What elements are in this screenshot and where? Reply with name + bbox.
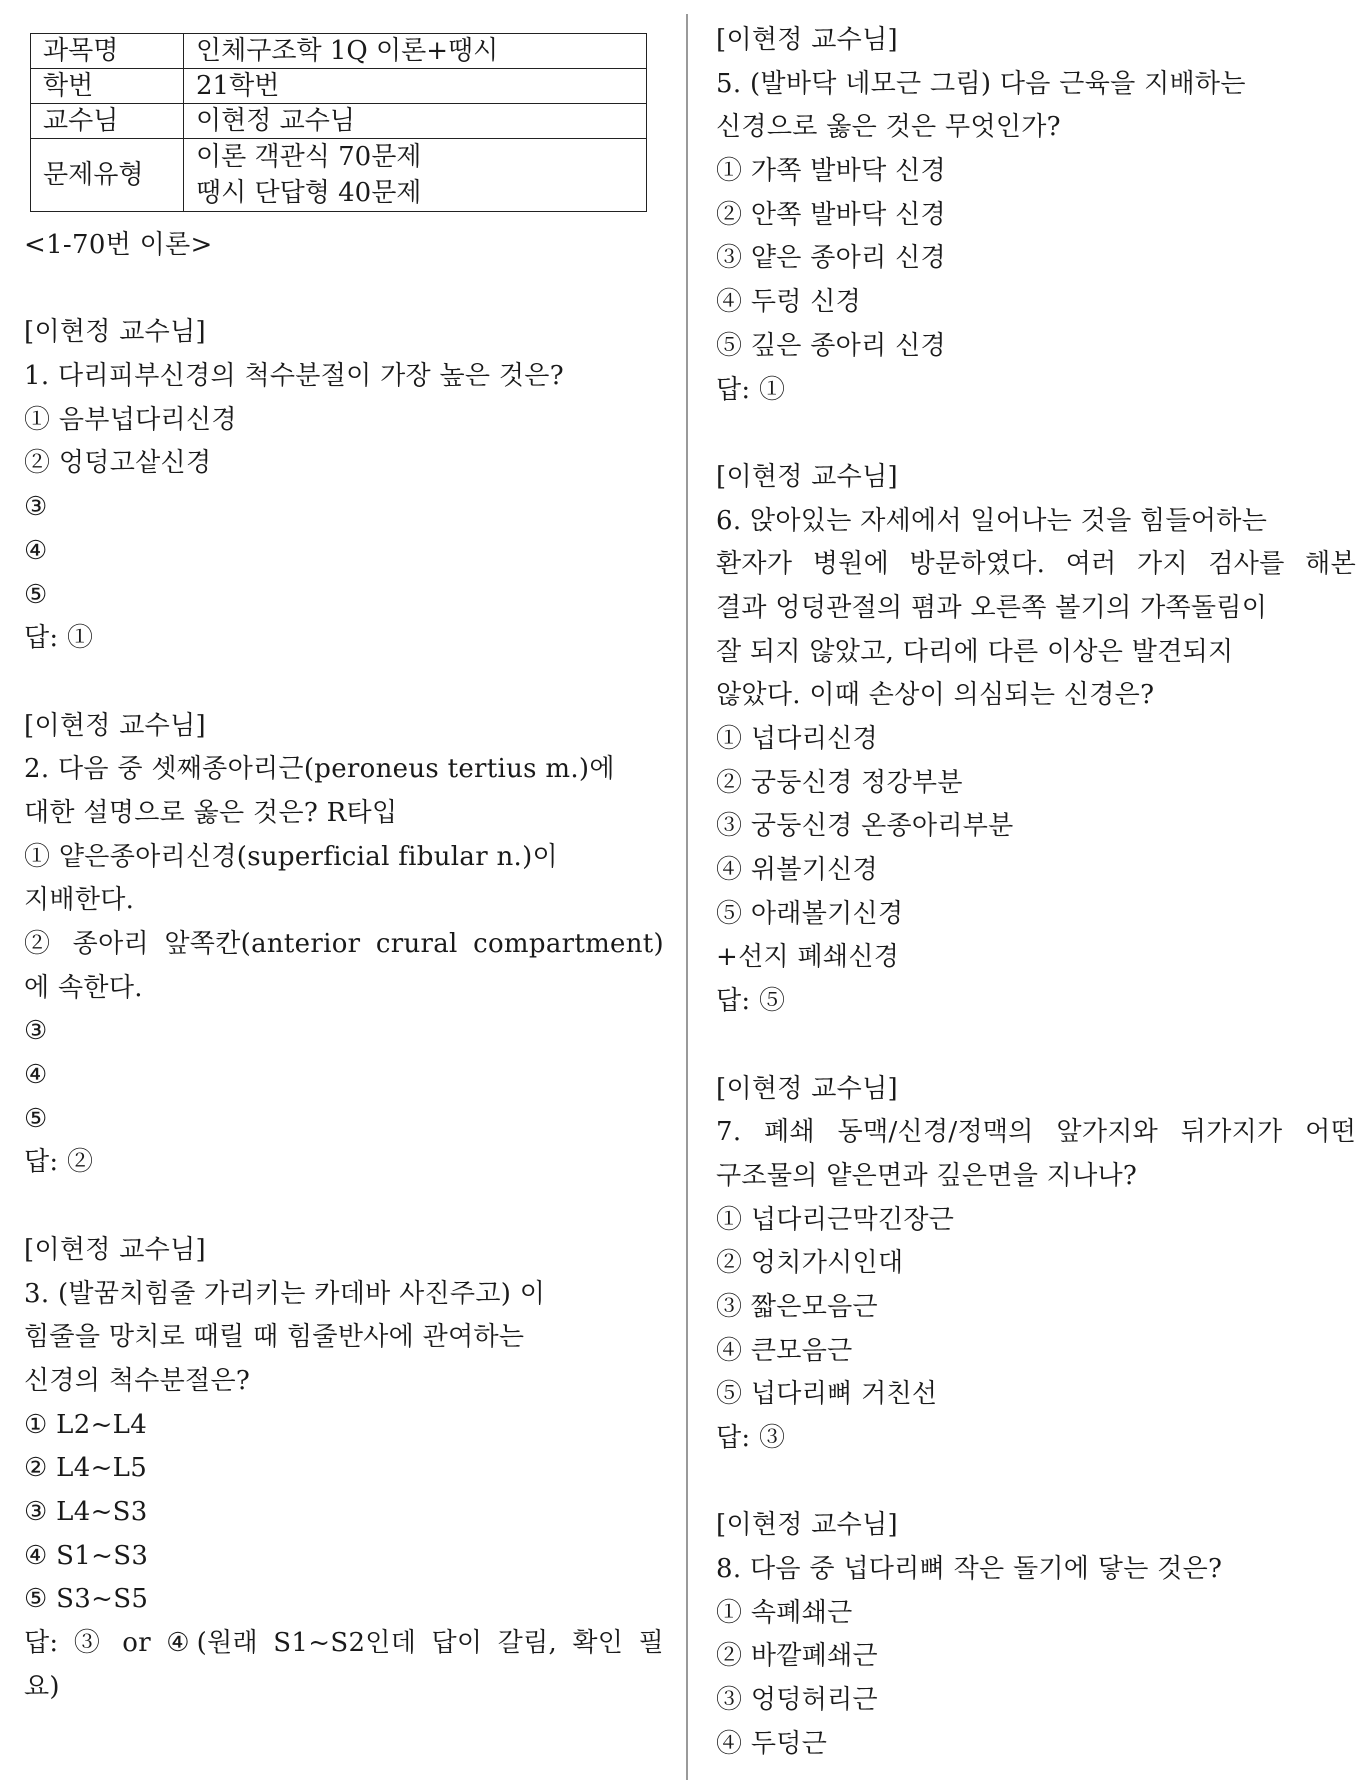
answer-option: ③ 궁둥신경 온종아리부분 <box>716 811 1014 842</box>
answer-option: ① 음부넙다리신경 <box>24 404 237 435</box>
answer-option: ③ 얕은 종아리 신경 <box>716 243 946 274</box>
answer-line: 답: ② <box>24 1147 94 1178</box>
info-row-class <box>31 69 647 104</box>
answer-option: ④ 두덩근 <box>716 1728 828 1759</box>
answer-option: ④ <box>24 535 48 566</box>
professor-label: [이현정 교수님] <box>716 25 898 55</box>
answer-option: ③ <box>24 1016 48 1047</box>
answer-option: ④ 위볼기신경 <box>716 855 878 886</box>
answer-option: ① 가쪽 발바닥 신경 <box>716 156 946 187</box>
text-line: 힘줄을 망치로 때릴 때 힘줄반사에 관여하는 <box>24 1322 525 1353</box>
professor-label: [이현정 교수님] <box>716 1510 898 1541</box>
answer-option: ④ S1~S3 <box>24 1540 149 1571</box>
blank-line <box>24 1185 664 1229</box>
answer-option: ② L4~L5 <box>24 1453 148 1484</box>
question-text: 3. (발꿈치힘줄 가리키는 카데바 사진주고) 이 <box>24 1278 546 1309</box>
info-value: 땡시 단답형 40문제 <box>184 175 647 212</box>
answer-line: 답: ⑤ <box>716 986 786 1017</box>
answer-option: ③ L4~S3 <box>24 1496 148 1527</box>
blank-line <box>716 412 1356 456</box>
text-line: 구조물의 얕은면과 깊은면을 지나나? <box>716 1160 1138 1191</box>
info-value: 21학번 <box>184 69 647 104</box>
text-line: +선지 폐쇄신경 <box>716 942 900 973</box>
info-row-question-type <box>31 139 647 176</box>
info-key: 문제유형 <box>31 139 184 212</box>
answer-option: ② 엉치가시인대 <box>716 1248 904 1279</box>
professor-label: [이현정 교수님] <box>716 1073 898 1104</box>
left-text-lines <box>24 224 664 1709</box>
column-divider <box>686 14 688 1780</box>
info-key: 학번 <box>31 69 184 104</box>
answer-option: ① 얕은종아리신경(superficial fibular n.)이 <box>24 841 558 872</box>
text-line: <1-70번 이론> <box>24 230 213 260</box>
answer-option: ⑤ <box>24 1103 48 1134</box>
professor-label: [이현정 교수님] <box>24 317 206 348</box>
info-key: 과목명 <box>31 34 184 69</box>
right-column <box>716 19 1356 1767</box>
text-line: 대한 설명으로 옳은 것은? R타입 <box>24 797 398 828</box>
blank-line <box>24 268 664 312</box>
answer-line: 답: ① <box>24 623 94 654</box>
answer-option: ② 바깥폐쇄근 <box>716 1641 878 1672</box>
text-line: 에 속한다. <box>24 972 143 1003</box>
question-text: 6. 앉아있는 자세에서 일어나는 것을 힘들어하는 <box>716 505 1268 536</box>
answer-option: ⑤ <box>24 579 48 610</box>
info-row-professor <box>31 104 647 139</box>
answer-line: 답: ① <box>716 374 786 405</box>
text-line: 요) <box>24 1671 60 1702</box>
course-info-table <box>30 33 647 212</box>
answer-option: ③ 엉덩허리근 <box>716 1685 878 1716</box>
blank-line <box>716 1461 1356 1505</box>
answer-option: ③ 짧은모음근 <box>716 1291 878 1322</box>
answer-option: ③ <box>24 492 48 523</box>
text-line: 잘 되지 않았고, 다리에 다른 이상은 발견되지 <box>716 636 1234 667</box>
question-text: 2. 다음 중 셋째종아리근(peroneus tertius m.)에 <box>24 754 615 785</box>
answer-option: ② 안쪽 발바닥 신경 <box>716 199 946 230</box>
info-value: 이현정 교수님 <box>184 104 647 139</box>
professor-label: [이현정 교수님] <box>24 710 206 741</box>
info-value: 이론 객관식 70문제 <box>184 139 647 176</box>
answer-option: ① 넙다리신경 <box>716 724 878 754</box>
text-line: 않았다. 이때 손상이 의심되는 신경은? <box>716 680 1155 711</box>
answer-option: ② 종아리 앞쪽칸(anterior crural compartment) <box>24 929 664 959</box>
professor-label: [이현정 교수님] <box>716 461 898 492</box>
answer-option: ⑤ 깊은 종아리 신경 <box>716 330 946 361</box>
answer-option: ① L2~L4 <box>24 1409 148 1440</box>
blank-line <box>24 661 664 705</box>
answer-option: ⑤ 아래볼기신경 <box>716 898 904 929</box>
blank-line <box>716 1024 1356 1068</box>
question-text: 8. 다음 중 넙다리뼈 작은 돌기에 닿는 것은? <box>716 1554 1223 1585</box>
answer-line: 답: ③ or ④(원래 S1~S2인데 답이 갈림, 확인 필 <box>24 1628 664 1658</box>
info-value: 인체구조학 1Q 이론+땡시 <box>184 34 647 69</box>
answer-option: ② 궁둥신경 정강부분 <box>716 767 963 798</box>
info-key: 교수님 <box>31 104 184 139</box>
info-row-subject <box>31 34 647 69</box>
answer-line: 답: ③ <box>716 1423 786 1453</box>
answer-option: ① 넙다리근막긴장근 <box>716 1204 955 1235</box>
question-text: 7. 폐쇄 동맥/신경/정맥의 앞가지와 뒤가지가 어떤 <box>716 1117 1356 1148</box>
answer-option: ④ <box>24 1060 48 1091</box>
answer-option: ④ 큰모음근 <box>716 1335 853 1366</box>
text-line: 신경의 척수분절은? <box>24 1365 251 1396</box>
question-text: 5. (발바닥 네모근 그림) 다음 근육을 지배하는 <box>716 68 1246 99</box>
answer-option: ⑤ S3~S5 <box>24 1584 149 1615</box>
question-text: 1. 다리피부신경의 척수분절이 가장 높은 것은? <box>24 361 564 392</box>
professor-label: [이현정 교수님] <box>24 1234 206 1265</box>
answer-option: ④ 두렁 신경 <box>716 287 862 318</box>
answer-option: ② 엉덩고샅신경 <box>24 448 212 479</box>
answer-option: ⑤ 넙다리뼈 거친선 <box>716 1379 938 1410</box>
answer-option: ① 속폐쇄근 <box>716 1597 853 1628</box>
text-line: 환자가 병원에 방문하였다. 여러 가지 검사를 해본 <box>716 549 1356 580</box>
right-text-lines <box>716 19 1356 1767</box>
text-line: 지배한다. <box>24 885 135 916</box>
left-column <box>24 0 664 1709</box>
text-line: 결과 엉덩관절의 폄과 오른쪽 볼기의 가쪽돌림이 <box>716 592 1268 623</box>
text-line: 신경으로 옳은 것은 무엇인가? <box>716 112 1061 143</box>
